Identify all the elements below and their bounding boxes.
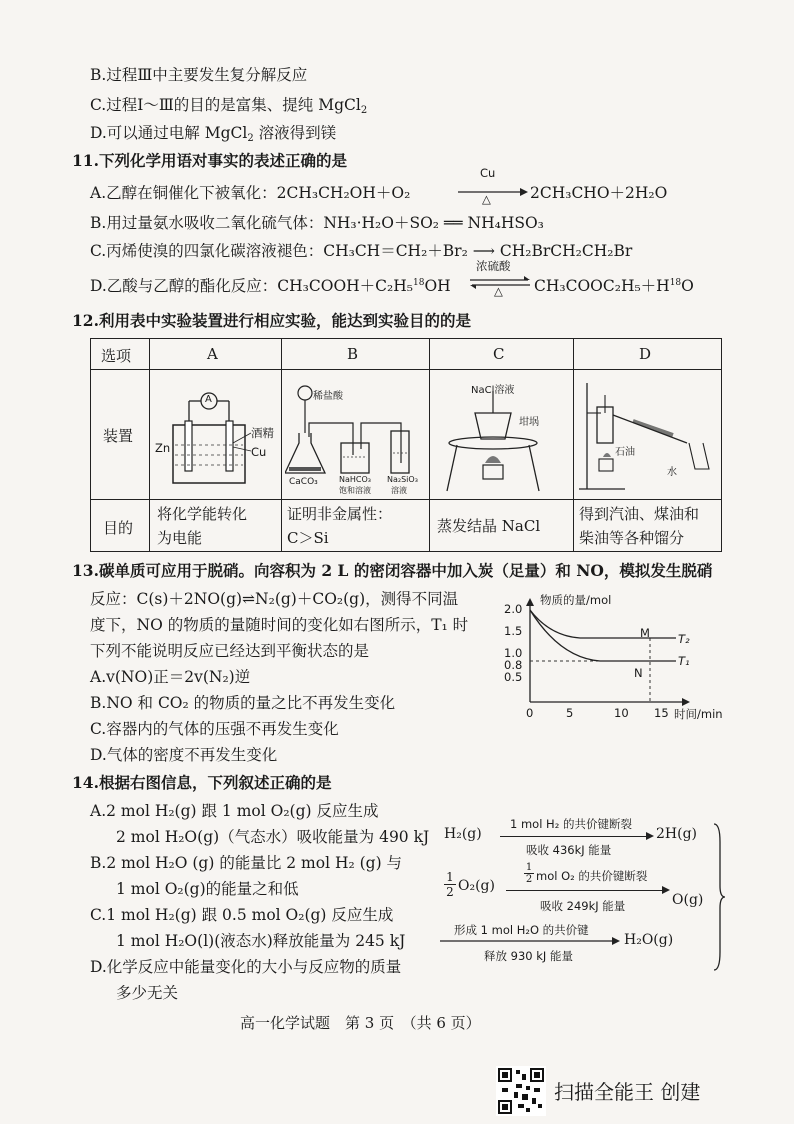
- q13-stem-line2: 反应：C(s)＋2NO(g)⇌N₂(g)＋CO₂(g)，测得不同温: [90, 590, 459, 608]
- point-n-label: N: [634, 666, 643, 680]
- 2h-label: 2H(g): [656, 826, 698, 842]
- y-tick-1.5: 1.5: [504, 624, 523, 638]
- o2-top-fraction: [524, 862, 534, 885]
- petroleum-label: 石油: [615, 447, 635, 458]
- purpose-a-line1: 将化学能转化: [157, 505, 248, 523]
- na2sio3-label: Na₂SiO₃: [387, 475, 418, 484]
- o-label: O(g): [672, 892, 704, 908]
- hydrochloric-acid-label: 稀盐酸: [313, 391, 343, 402]
- o2-bond-break-label: mol O₂ 的共价键断裂: [536, 869, 648, 883]
- saturated-solution-label: 饱和溶液: [339, 486, 371, 495]
- crucible-label: 坩埚: [519, 417, 539, 428]
- condition-cu: Cu: [480, 166, 496, 180]
- water-label: 水: [667, 467, 677, 478]
- o2-arrow-line: [506, 890, 666, 891]
- q10-option-c: C.过程Ⅰ～Ⅲ的目的是富集、提纯 MgCl$_2$: [90, 96, 368, 116]
- o2-label: O₂(g): [458, 878, 495, 894]
- y-axis-label: 物质的量/mol: [540, 593, 612, 607]
- page-footer: 高一化学试题 第 3 页 （共 6 页）: [240, 1014, 481, 1032]
- y-tick-2.0: 2.0: [504, 602, 523, 616]
- o2-energy-absorbed-label: 吸收 249kJ 能量: [540, 899, 626, 913]
- apparatus-d-distillation: [577, 373, 719, 497]
- qr-code-icon: [496, 1066, 546, 1116]
- h2o-arrow-icon: [440, 936, 620, 946]
- q14-option-a-line2: 2 mol H₂O(g)（气态水）吸收能量为 490 kJ: [116, 828, 430, 846]
- q11-d-reaction-arrow: [470, 258, 532, 298]
- x-tick-10: 10: [614, 706, 629, 720]
- y-tick-0.5: 0.5: [504, 670, 523, 684]
- q14-option-d-line1: D.化学反应中能量变化的大小与反应物的质量: [90, 958, 402, 976]
- q13-stem-line1: 13.碳单质可应用于脱硝。向容积为 2 L 的密闭容器中加入炭（足量）和 NO，模拟发生脱硝: [72, 561, 713, 580]
- ammeter-label: A: [205, 394, 212, 405]
- condition-heat: △: [482, 192, 491, 206]
- purpose-b-line1: 证明非金属性：: [287, 505, 393, 523]
- row-label-purpose: 目的: [103, 519, 134, 537]
- purpose-d-line2: 柴油等各种馏分: [579, 529, 685, 547]
- q14-option-a-line1: A.2 mol H₂(g) 跟 1 mol O₂(g) 反应生成: [90, 802, 379, 820]
- q14-option-d-line2: 多少无关: [116, 984, 179, 1002]
- table-header-a: A: [207, 345, 218, 363]
- q11-option-c: C.丙烯使溴的四氯化碳溶液褪色：CH₃CH＝CH₂＋Br₂ ⟶ CH₂BrCH₂CH₂Br: [90, 242, 633, 260]
- x-axis-label: 时间/min: [674, 707, 723, 721]
- fraction-denominator: 2: [444, 884, 456, 899]
- purpose-a-line2: 为电能: [157, 529, 203, 547]
- q14-stem: 14.根据右图信息，下列叙述正确的是: [72, 773, 332, 792]
- y-tick-0.8: 0.8: [504, 658, 523, 672]
- apparatus-b: [285, 373, 427, 497]
- q13-option-c: C.容器内的气体的压强不再发生变化: [90, 720, 339, 738]
- table-header-option: 选项: [101, 347, 132, 365]
- q13-option-d: D.气体的密度不再发生变化: [90, 746, 278, 764]
- x-tick-5: 5: [566, 706, 574, 720]
- table-header-d: D: [639, 345, 652, 363]
- q14-option-c-line2: 1 mol H₂O(l)(液态水)释放能量为 245 kJ: [116, 932, 406, 950]
- h2-arrow-line: [500, 836, 650, 837]
- cu-label: Cu: [251, 445, 267, 459]
- solution-label: 溶液: [391, 486, 407, 495]
- q14-option-b-line2: 1 mol O₂(g)的能量之和低: [116, 880, 299, 898]
- fraction-numerator: 1: [446, 870, 454, 884]
- q14-option-c-line1: C.1 mol H₂(g) 跟 0.5 mol O₂(g) 反应生成: [90, 906, 394, 924]
- arrow-head-icon: [646, 832, 654, 840]
- nacl-solution-label: NaCl溶液: [471, 385, 515, 396]
- purpose-c: 蒸发结晶 NaCl: [437, 517, 541, 535]
- q13-stem-line4: 下列不能说明反应已经达到平衡状态的是: [90, 642, 370, 660]
- zn-label: Zn: [155, 441, 171, 455]
- scanner-watermark: 扫描全能王 创建: [554, 1080, 701, 1104]
- h2-energy-absorbed-label: 吸收 436kJ 能量: [526, 843, 612, 857]
- o2-fraction: [444, 870, 456, 899]
- q10-option-d: D.可以通过电解 MgCl$_2$ 溶液得到镁: [90, 124, 337, 144]
- point-m-label: M: [640, 626, 650, 640]
- q12-stem: 12.利用表中实验装置进行相应实验，能达到实验目的的是: [72, 311, 471, 330]
- apparatus-c-evaporation: [433, 373, 571, 497]
- x-tick-15: 15: [654, 706, 669, 720]
- h2o-energy-released-label: 释放 930 kJ 能量: [484, 949, 573, 963]
- nahco3-label: NaHCO₃: [339, 475, 371, 484]
- q11-option-b: B.用过量氨水吸收二氧化硫气体：NH₃·H₂O＋SO₂ ══ NH₄HSO₃: [90, 214, 544, 232]
- table-header-c: C: [493, 345, 505, 363]
- q13-option-a: A.v(NO)正＝2v(N₂)逆: [90, 668, 251, 686]
- brace-icon: [712, 822, 726, 972]
- q14-energy-diagram: [440, 812, 730, 982]
- y-tick-1.0: 1.0: [504, 646, 523, 660]
- curve-t1-label: T₁: [678, 654, 690, 668]
- fraction-denominator: 2: [525, 874, 533, 885]
- q10-option-b: B.过程Ⅲ中主要发生复分解反应: [90, 66, 308, 84]
- caco3-label: CaCO₃: [289, 477, 318, 487]
- alcohol-label: 酒精: [251, 426, 274, 440]
- q11-a-products: 2CH₃CHO＋2H₂O: [530, 184, 668, 202]
- h2o-label: H₂O(g): [624, 932, 674, 948]
- q13-stem-line3: 度下，NO 的物质的量随时间的变化如右图所示，T₁ 时: [90, 616, 469, 634]
- purpose-b-line2: C＞Si: [287, 529, 329, 547]
- q14-option-b-line1: B.2 mol H₂O (g) 的能量比 2 mol H₂ (g) 与: [90, 854, 403, 872]
- condition-sulfuric-acid: 浓硫酸: [476, 259, 511, 273]
- h2-label: H₂(g): [444, 826, 482, 842]
- distillation-apparatus-icon: [577, 373, 719, 497]
- apparatus-a-cell: [153, 373, 279, 497]
- fraction-numerator: 1: [525, 862, 533, 873]
- q13-option-b: B.NO 和 CO₂ 的物质的量之比不再发生变化: [90, 694, 396, 712]
- q11-option-a: A.乙醇在铜催化下被氧化：2CH₃CH₂OH＋O₂: [90, 184, 411, 202]
- condition-heat: △: [494, 284, 503, 298]
- q11-option-d: D.乙酸与乙醇的酯化反应：CH₃COOH＋C₂H₅$^{18}$OH: [90, 277, 451, 295]
- table-header-b: B: [347, 345, 359, 363]
- q11-a-reaction-arrow: [458, 166, 528, 206]
- row-label-device: 装置: [103, 427, 134, 445]
- q12-table: [90, 338, 722, 552]
- x-tick-0: 0: [526, 706, 534, 720]
- h2o-bond-form-label: 形成 1 mol H₂O 的共价键: [454, 923, 589, 937]
- curve-t2-label: T₂: [678, 632, 690, 646]
- q13-graph: [500, 593, 740, 724]
- q11-d-products: $CH_3COOC_2H_5+H^{18}O$: [534, 277, 694, 295]
- q11-stem: 11.下列化学用语对事实的表述正确的是: [72, 151, 347, 170]
- purpose-d-line1: 得到汽油、煤油和: [579, 505, 700, 523]
- h2-bond-break-label: 1 mol H₂ 的共价键断裂: [510, 817, 632, 831]
- arrow-icon: [458, 166, 528, 206]
- arrow-head-icon: [662, 886, 670, 894]
